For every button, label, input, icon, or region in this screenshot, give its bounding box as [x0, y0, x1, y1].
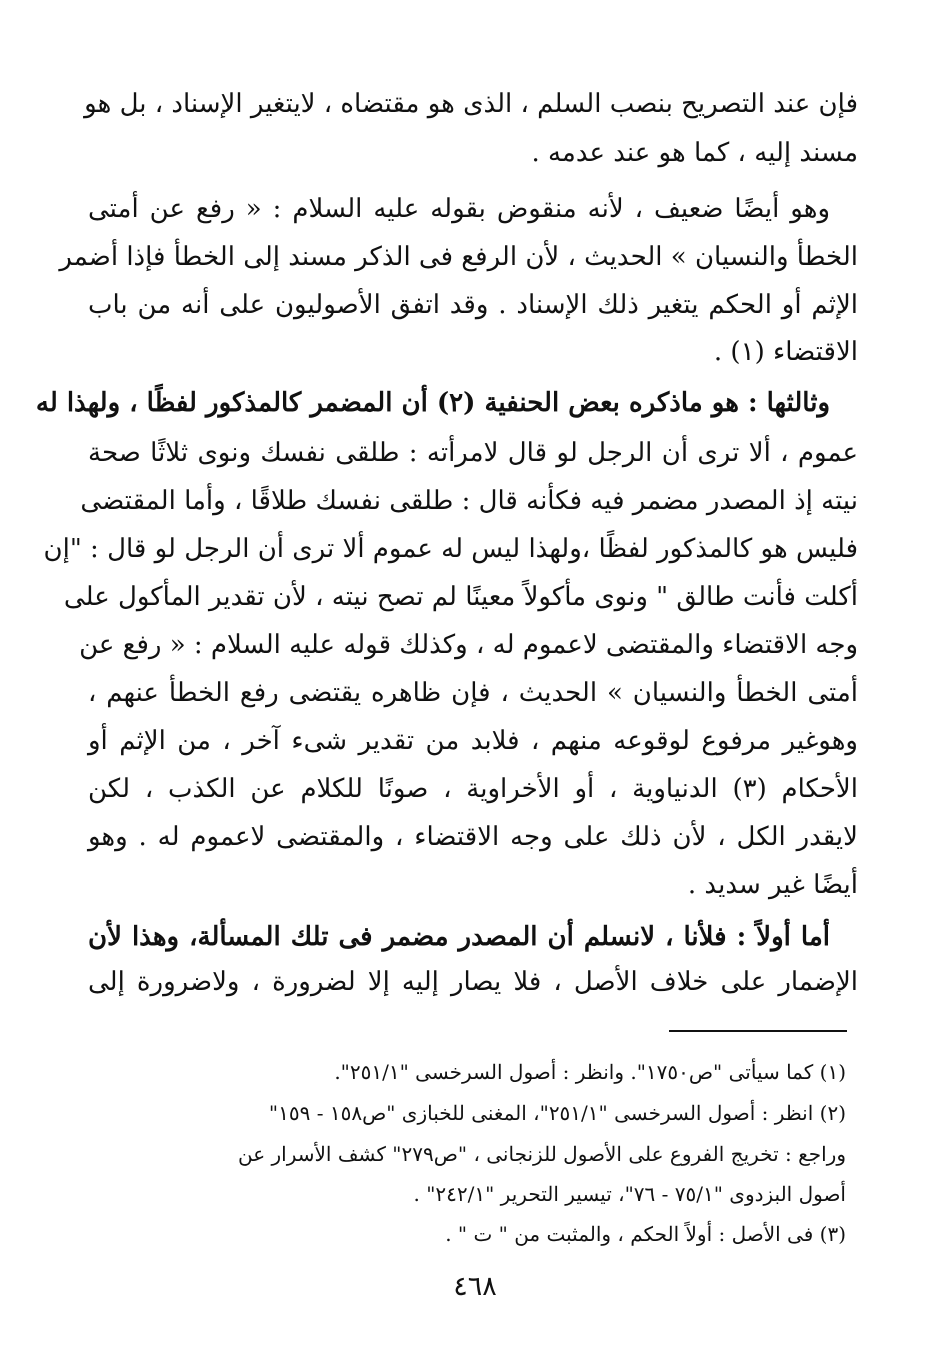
body-line: الإثم أو الحكم يتغير ذلك الإسناد . وقد اتفق الأصوليون على أنه من باب [88, 290, 858, 320]
body-line: وجه الاقتضاء والمقتضى لاعموم له ، وكذلك قوله عليه السلام : « رفع عن [79, 630, 858, 660]
body-line: وهو أيضًا ضعيف ، لأنه منقوض بقوله عليه السلام : « رفع عن أمتى [88, 194, 830, 224]
body-line: نيته إذ المصدر مضمر فيه فكأنه قال : طلقى نفسك طلاقًا ، وأما المقتضى [80, 486, 858, 516]
body-line: فليس هو كالمذكور لفظًا ،ولهذا ليس له عموم ألا ترى أن الرجل لو قال : "إن [43, 534, 858, 564]
body-line: أيضًا غير سديد . [687, 870, 858, 900]
page-number: ٤٦٨ [453, 1271, 497, 1302]
body-line: أكلت فأنت طالق " ونوى مأكولاً معينًا لم تصح نيته ، لأن تقدير المأكول على [63, 582, 858, 612]
body-line: فإن عند التصريح بنصب السلم ، الذى هو مقتضاه ، لايتغير الإسناد ، بل هو [84, 89, 858, 119]
footnote-separator [669, 1030, 847, 1032]
body-line: مسند إليه ، كما هو عند عدمه . [531, 138, 858, 168]
footnote: (١) كما سيأتى "ص١٧٥٠". وانظر : أصول السرخسى "٢٥١/١". [334, 1060, 846, 1084]
body-line: وهوغير مرفوع لوقوعه منهم ، فلابد من تقدير شىء آخر ، من الإثم أو [88, 726, 858, 756]
footnote: (٢) انظر : أصول السرخسى "٢٥١/١"، المغنى للخبازى "ص١٥٨ - ١٥٩" [268, 1101, 846, 1125]
body-line: الأحكام (٣) الدنياوية ، أو الأخراوية ، صونًا للكلام عن الكذب ، لكن [88, 774, 858, 804]
body-line: الاقتضاء (١) . [713, 337, 858, 367]
footnote: (٣) فى الأصل : أولاً الحكم ، والمثبت من " ت " . [445, 1222, 846, 1246]
body-line: الإضمار على خلاف الأصل ، فلا يصار إليه إلا لضرورة ، ولاضرورة إلى [88, 967, 858, 997]
footnote: وراجع : تخريج الفروع على الأصول للزنجانى ، "ص٢٧٩" كشف الأسرار عن [238, 1142, 846, 1166]
body-line: وثالثها : هو ماذكره بعض الحنفية (٢) أن المضمر كالمذكور لفظًا ، ولهذا له [35, 388, 830, 418]
body-line: عموم ، ألا ترى أن الرجل لو قال لامرأته : طلقى نفسك ونوى ثلاثًا صحة [88, 438, 858, 468]
body-line: لايقدر الكل ، لأن ذلك على وجه الاقتضاء ، والمقتضى لاعموم له . وهو [88, 822, 858, 852]
body-line: الخطأ والنسيان » الحديث ، لأن الرفع فى الذكر مسند إلى الخطأ فإذا أضمر [59, 242, 858, 272]
body-line: أمتى الخطأ والنسيان » الحديث ، فإن ظاهره يقتضى رفع الخطأ عنهم ، [88, 678, 858, 708]
footnote: أصول البزدوى "٧٥/١ - ٧٦"، تيسير التحرير "٢٤٢/١" . [413, 1182, 846, 1206]
body-line: أما أولاً : فلأنا ، لانسلم أن المصدر مضمر فى تلك المسألة، وهذا لأن [88, 922, 830, 952]
